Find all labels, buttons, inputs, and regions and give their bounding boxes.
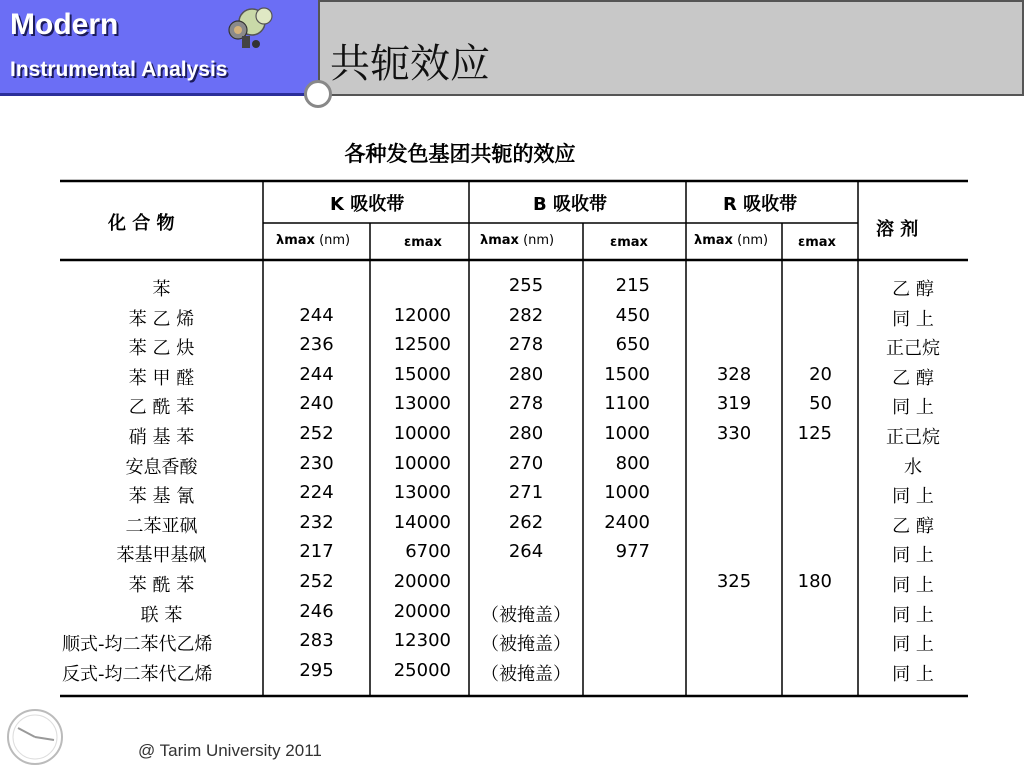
table-cell-solvent: 同 上 [892,545,934,567]
table-cell-b-eps: 450 [615,304,650,326]
table-cell-k-eps: 10000 [393,452,451,474]
table-cell-solvent: 乙 醇 [892,367,934,389]
table-cell-b-eps: 1100 [604,393,650,415]
table-cell-solvent: 同 上 [892,575,934,596]
table-cell-k-eps: 10000 [393,423,451,444]
table-cell-r-lambda: 330 [716,423,752,444]
subheader-r-lambda: λmax (nm) [694,233,769,248]
table-cell-compound: 苯基甲基砜 [116,545,207,567]
table-cell-b-eps: 1000 [604,482,650,504]
table-cell-b-lambda: （被掩盖） [481,604,571,626]
table-cell-b-lambda: （被掩盖） [481,634,571,656]
table-cell-b-lambda: 280 [508,363,544,385]
table-cell-k-lambda: 295 [299,659,334,681]
table-cell-k-eps: 12500 [393,334,451,356]
table-cell-k-eps: 6700 [405,541,451,563]
table-cell-k-lambda: 224 [299,482,334,504]
table-cell-k-lambda: 217 [299,541,334,563]
table-cell-b-eps: 1500 [604,363,650,385]
table-cell-k-lambda: 244 [299,363,334,385]
table-cell-k-lambda: 252 [299,423,334,444]
table-cell-solvent: 正己烷 [886,338,940,360]
table-cell-r-eps: 20 [809,363,832,385]
brand-title: Modern [10,8,119,41]
header-k-band: K 吸收带 [330,194,405,215]
table-cell-compound: 苯 基 氰 [128,486,195,508]
table-cell-b-lambda: 282 [508,304,544,326]
table-cell-b-eps: 215 [615,275,650,296]
table-cell-r-lambda: 325 [716,571,752,592]
table-cell-compound: 顺式-均二苯代乙烯 [62,634,213,656]
table-cell-b-lambda: （被掩盖） [481,663,571,685]
table-cell-compound: 苯 酰 苯 [128,575,195,596]
table-cell-b-eps: 650 [615,334,650,356]
header-compound: 化 合 物 [108,213,175,234]
subheader-k-epsilon: εmax [404,235,442,250]
table-cell-k-eps: 12300 [393,630,451,652]
table-cell-compound: 联 苯 [140,604,183,626]
table-cell-k-lambda: 283 [299,630,334,652]
table-cell-solvent: 同 上 [892,604,934,626]
subheader-r-epsilon: εmax [798,235,836,250]
table-cell-k-eps: 12000 [393,304,451,326]
table-cell-compound: 二苯亚砜 [125,515,198,537]
table-cell-b-lambda: 278 [508,393,544,415]
table-cell-solvent: 同 上 [892,308,934,330]
table-cell-k-lambda: 246 [299,600,334,622]
table-cell-b-lambda: 262 [508,511,544,533]
table-cell-compound: 安息香酸 [125,456,198,478]
table-cell-k-eps: 20000 [393,600,451,622]
table-cell-k-eps: 25000 [393,659,451,681]
table-cell-solvent: 正己烷 [886,427,940,448]
table-cell-b-eps: 977 [615,541,650,563]
table-cell-solvent: 同 上 [892,397,934,419]
footer-copyright: @ Tarim University 2011 [138,741,322,760]
table-cell-k-lambda: 232 [299,511,334,533]
header-solvent: 溶 剂 [876,219,919,240]
table-cell-k-lambda: 252 [299,571,334,592]
subheader-b-epsilon: εmax [610,235,648,250]
table-cell-r-lambda: 319 [716,393,752,415]
table-cell-b-lambda: 280 [508,423,544,444]
table-cell-k-lambda: 244 [299,304,334,326]
table-cell-compound: 苯 乙 烯 [128,308,195,330]
table-cell-b-lambda: 278 [508,334,544,356]
table-cell-r-eps: 50 [809,393,832,415]
table-cell-b-eps: 1000 [604,423,650,444]
table-cell-compound: 苯 乙 炔 [128,338,195,360]
table-cell-solvent: 同 上 [892,634,934,656]
table-cell-k-eps: 13000 [393,482,451,504]
table-cell-k-lambda: 240 [299,393,334,415]
table-cell-r-eps: 180 [797,571,832,592]
table-cell-r-lambda: 328 [716,363,752,385]
table-cell-solvent: 乙 醇 [892,515,934,537]
table-cell-solvent: 同 上 [892,663,934,685]
table-cell-solvent: 乙 醇 [892,279,934,300]
table-cell-k-eps: 20000 [393,571,451,592]
table-cell-solvent: 同 上 [892,486,934,508]
subheader-b-lambda: λmax (nm) [480,233,555,248]
table-cell-compound: 苯 [152,279,171,300]
table-cell-k-eps: 13000 [393,393,451,415]
table-cell-r-eps: 125 [797,423,832,444]
table-cell-b-lambda: 270 [508,452,544,474]
table-cell-b-eps: 2400 [604,511,650,533]
table-cell-k-eps: 14000 [393,511,451,533]
clock-icon [4,706,66,768]
subheader-k-lambda: λmax (nm) [276,233,351,248]
table-cell-compound: 反式-均二苯代乙烯 [62,663,213,685]
header-r-band: R 吸收带 [723,194,798,215]
table-cell-compound: 苯 甲 醛 [128,367,195,389]
table-cell-b-lambda: 271 [508,482,544,504]
table-cell-k-lambda: 230 [299,452,334,474]
table-cell-compound: 硝 基 苯 [128,427,195,448]
header-b-band: B 吸收带 [533,194,607,215]
table-cell-b-eps: 800 [615,452,650,474]
table-cell-b-lambda: 264 [508,541,544,563]
table-cell-solvent: 水 [904,456,922,478]
table-caption: 各种发色基团共轭的效应 [344,142,576,166]
slide-title: 共轭效应 [330,41,490,87]
table-cell-compound: 乙 酰 苯 [128,397,195,419]
table-cell-k-eps: 15000 [393,363,451,385]
table-cell-b-lambda: 255 [508,275,544,296]
table-cell-k-lambda: 236 [299,334,334,356]
brand-subtitle: Instrumental Analysis [10,58,228,81]
